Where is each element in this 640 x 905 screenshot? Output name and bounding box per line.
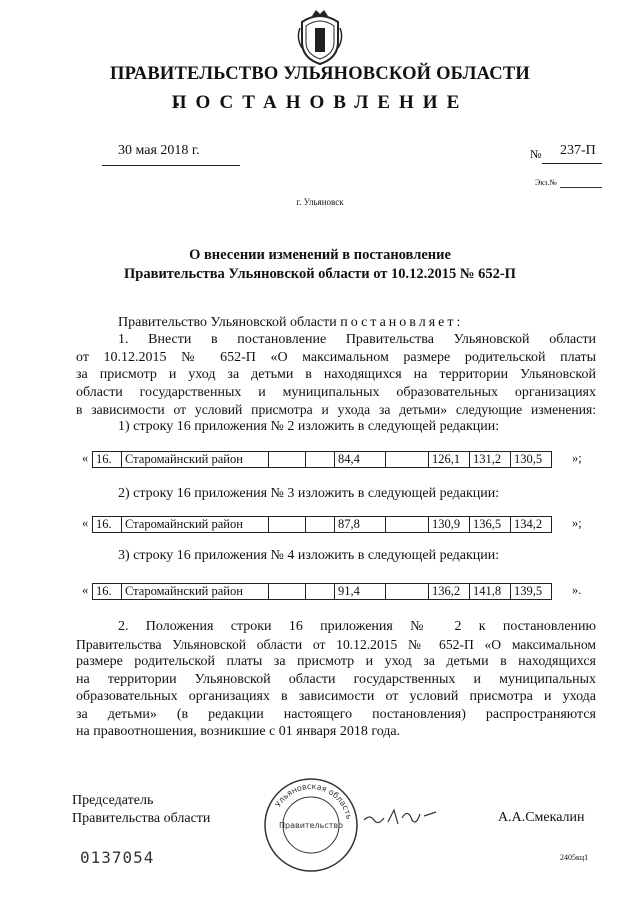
row-table (92, 516, 552, 533)
p2-line: 2. Положения строки 16 приложения № 2 к постановлению (118, 619, 596, 634)
row-number: 16. (93, 584, 122, 600)
empty-cell (269, 517, 306, 533)
p2-line: размере родительской платы за присмотр и уход за детьми в находящихся (76, 654, 596, 669)
value-cell: 126,1 (429, 452, 470, 468)
table-row (82, 583, 602, 601)
form-serial-number: 0137054 (80, 848, 155, 867)
value-cell: 91,4 (335, 584, 386, 600)
official-seal (262, 776, 360, 874)
close-quote: ». (572, 583, 582, 597)
table-row (82, 516, 602, 534)
intro-text: Правительство Ульяновской области (118, 315, 337, 330)
paragraph-2 (76, 618, 596, 741)
document-number: 237-П (560, 143, 596, 158)
empty-cell (269, 452, 306, 468)
empty-cell (269, 584, 306, 600)
subject-line-2: Правительства Ульяновской области от 10.12.2015 № 652-П (124, 266, 516, 282)
value-cell: 84,4 (335, 452, 386, 468)
handwritten-signature (360, 800, 440, 830)
district-name: Старомайнский район (122, 584, 269, 600)
organization-title: ПРАВИТЕЛЬСТВО УЛЬЯНОВСКОЙ ОБЛАСТИ (110, 64, 530, 84)
copy-number-underline (560, 187, 602, 188)
document-date: 30 мая 2018 г. (118, 143, 200, 158)
table-row (82, 451, 602, 469)
p1-line: от 10.12.2015 № 652-П «О максимальном размере родительской платы (76, 349, 596, 365)
empty-cell (386, 517, 429, 533)
document-code: 2405кц1 (560, 853, 589, 862)
number-underline (542, 163, 602, 164)
row-table (92, 583, 552, 600)
p2-line: за детьми» (в редакции настоящего постановления) распространяются (76, 706, 596, 722)
p1-line: в зависимости от условий присмотра и ухода за детьми» следующие изменения: (76, 402, 596, 417)
p1-line: 1. Внести в постановление Правительства Ульяновской области (118, 332, 596, 347)
city-name: г. Ульяновск (296, 197, 344, 207)
signatory-title (72, 792, 210, 828)
p2-line: образовательных организациях в зависимости от условий присмотра и ухода (76, 689, 596, 704)
p1-line: области государственных и муниципальных образовательных организациях (76, 384, 596, 400)
p2-line: на территории Ульяновской области государственных и муниципальных (76, 671, 596, 687)
signatory-name: А.А.Смекалин (498, 810, 585, 825)
empty-cell (386, 452, 429, 468)
date-underline (102, 165, 240, 166)
close-quote: »; (572, 516, 582, 530)
open-quote: « (82, 583, 89, 597)
subject-line-1: О внесении изменений в постановление (189, 247, 451, 263)
row-table (92, 451, 552, 468)
signatory-title-line-1: Председатель (72, 793, 154, 808)
seal-center-text: Правительство (279, 821, 343, 830)
empty-cell (306, 452, 335, 468)
district-name: Старомайнский район (122, 517, 269, 533)
row-number: 16. (93, 517, 122, 533)
value-cell: 87,8 (335, 517, 386, 533)
open-quote: « (82, 451, 89, 465)
value-cell: 130,9 (429, 517, 470, 533)
district-name: Старомайнский район (122, 452, 269, 468)
value-cell: 136,2 (429, 584, 470, 600)
open-quote: « (82, 516, 89, 530)
seal-ring-text: Ульяновская область (273, 781, 354, 821)
number-label: № (530, 147, 542, 161)
value-cell: 136,5 (470, 517, 511, 533)
p2-line: на правоотношения, возникшие с 01 января 2018 года. (76, 724, 401, 739)
value-cell: 130,5 (511, 452, 552, 468)
intro-decree-word: постановляет: (340, 315, 464, 330)
empty-cell (306, 584, 335, 600)
document-type-title: ПОСТАНОВЛЕНИЕ (171, 92, 469, 113)
paragraph-1 (76, 331, 596, 419)
value-cell: 134,2 (511, 517, 552, 533)
row-number: 16. (93, 452, 122, 468)
p1-line: за присмотр и уход за детьми в находящихся на территории Ульяновской (76, 367, 596, 382)
empty-cell (306, 517, 335, 533)
close-quote: »; (572, 451, 582, 465)
p2-line: Правительства Ульяновской области от 10.12.2015 № 652-П «О максимальном (76, 636, 596, 652)
copy-number-label: Экз.№ (535, 178, 557, 187)
value-cell: 139,5 (511, 584, 552, 600)
subitem-2: 2) строку 16 приложения № 3 изложить в следующей редакции: (118, 486, 500, 501)
empty-cell (386, 584, 429, 600)
subitem-3: 3) строку 16 приложения № 4 изложить в следующей редакции: (118, 548, 500, 563)
value-cell: 131,2 (470, 452, 511, 468)
intro-line (118, 314, 463, 332)
value-cell: 141,8 (470, 584, 511, 600)
signatory-title-line-2: Правительства области (72, 811, 211, 826)
subitem-1: 1) строку 16 приложения № 2 изложить в следующей редакции: (118, 419, 500, 434)
document-subject (0, 246, 640, 284)
coat-of-arms-emblem (296, 8, 344, 66)
